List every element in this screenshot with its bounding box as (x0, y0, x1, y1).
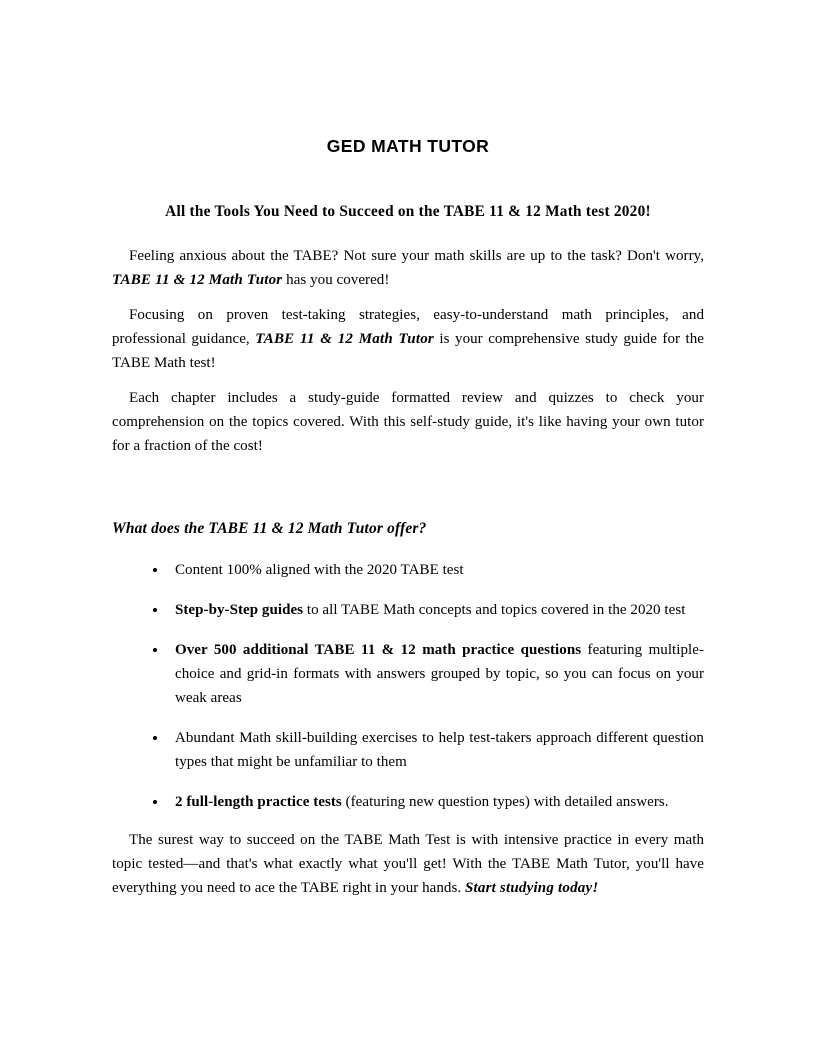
list-item-bold: Over 500 additional TABE 11 & 12 math practice questions (175, 642, 582, 658)
list-item-text: featuring multiple-choice and grid-in formats with answers grouped by topic, so you can focus on your weak areas (175, 642, 705, 706)
list-item (112, 558, 704, 582)
list-item-bold: Step-by-Step guides (175, 602, 304, 618)
bullet-icon (150, 598, 160, 622)
bullet-icon (150, 638, 160, 662)
bullet-icon (150, 790, 160, 814)
closing-paragraph-emphasis: Start studying today! (464, 880, 599, 896)
bullet-icon (150, 726, 160, 750)
list-item-text: Abundant Math skill-building exercises to help test-takers approach different question types that might be unfamiliar to them (175, 730, 704, 770)
closing-paragraph-text: The surest way to succeed on the TABE Math Test is with intensive practice in every math topic tested—and that's what exactly what you'll get! With the TABE Math Tutor, you'll have everything you need to ace the TABE right in your hands. (112, 832, 704, 896)
intro-paragraph-1-text-a: Feeling anxious about the TABE? Not sure your math skills are up to the task? Don't worry, (129, 248, 704, 264)
list-item (112, 790, 704, 814)
list-item-text: to all TABE Math concepts and topics covered in the 2020 test (303, 602, 686, 618)
page-title: GED MATH TUTOR (326, 136, 490, 156)
list-item (112, 638, 704, 710)
feature-list (112, 540, 704, 814)
list-item (112, 598, 704, 622)
list-item-bold: 2 full-length practice tests (175, 794, 342, 810)
closing-paragraph (112, 814, 704, 900)
list-item-text: (featuring new question types) with detailed answers. (341, 794, 669, 810)
intro-paragraph-1-emphasis: TABE 11 & 12 Math Tutor (112, 272, 283, 288)
intro-paragraph-1-text-b: has you covered! (282, 272, 390, 288)
bullet-icon (150, 558, 160, 582)
intro-paragraph-2-text-a: Focusing on proven test-taking strategies, easy-to-understand math principles, and professional guidance, (112, 307, 704, 347)
document-content (112, 0, 704, 900)
intro-paragraph-1 (112, 244, 704, 292)
section-heading-offer: What does the TABE 11 & 12 Math Tutor offer? (112, 520, 427, 537)
intro-paragraph-2 (112, 303, 704, 375)
list-item (112, 726, 704, 774)
intro-paragraph-2-emphasis: TABE 11 & 12 Math Tutor (255, 331, 434, 347)
list-item-text: Content 100% aligned with the 2020 TABE test (175, 562, 464, 578)
intro-paragraph-3: Each chapter includes a study-guide formatted review and quizzes to check your comprehension on the topics covered. With this self-study guide, it's like having your own tutor for a fraction of the cost! (112, 390, 704, 454)
document-subtitle: All the Tools You Need to Succeed on the TABE 11 & 12 Math test 2020! (165, 203, 651, 220)
intro-paragraph-2-text-b: is your comprehensive study guide for the TABE Math test! (112, 331, 704, 371)
